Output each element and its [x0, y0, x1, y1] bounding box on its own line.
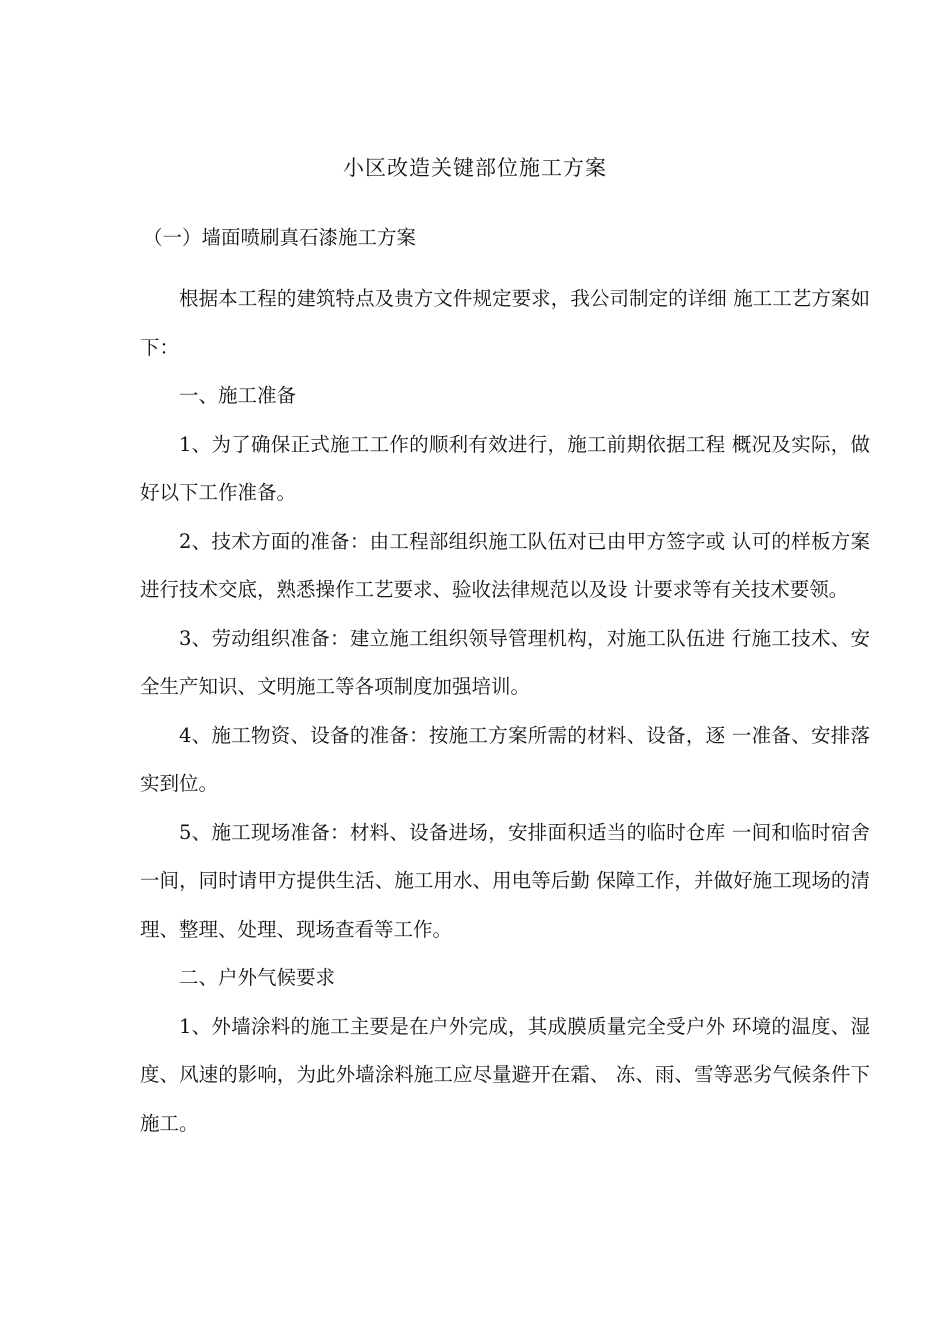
- document-title: 小区改造关键部位施工方案: [343, 156, 607, 180]
- paragraph-weather-item-1: 1、外墙涂料的施工主要是在户外完成，其成膜质量完全受户外 环境的温度、湿度、风速的影响，为此外墙涂料施工应尽量避开在霜、 冻、雨、雪等恶劣气候条件下施工。: [140, 1014, 870, 1135]
- paragraph-item-3: 3、劳动组织准备：建立施工组织领导管理机构，对施工队伍进 行施工技术、安全生产知识、文明施工等各项制度加强培训。: [140, 626, 870, 698]
- heading-weather-requirements: 二、户外气候要求: [179, 966, 336, 989]
- document-body: [140, 275, 870, 1148]
- paragraph-item-5: 5、施工现场准备：材料、设备进场，安排面积适当的临时仓库 一间和临时宿舍一间，同时请甲方提供生活、施工用水、用电等后勤 保障工作，并做好施工现场的清理、整理、处理、现场查看等工作。: [140, 820, 870, 941]
- section-heading: （一）墙面喷刷真石漆施工方案: [143, 226, 417, 249]
- heading-construction-preparation: 一、施工准备: [179, 384, 297, 407]
- paragraph-item-1: 1、为了确保正式施工工作的顺利有效进行，施工前期依据工程 概况及实际，做好以下工作准备。: [140, 432, 870, 504]
- paragraph-item-2: 2、技术方面的准备：由工程部组织施工队伍对已由甲方签字或 认可的样板方案进行技术交底，熟悉操作工艺要求、验收法律规范以及设 计要求等有关技术要领。: [140, 529, 870, 601]
- paragraph-intro: 根据本工程的建筑特点及贵方文件规定要求，我公司制定的详细 施工工艺方案如下：: [140, 287, 870, 359]
- paragraph-item-4: 4、施工物资、设备的准备：按施工方案所需的材料、设备，逐 一准备、安排落实到位。: [140, 723, 870, 795]
